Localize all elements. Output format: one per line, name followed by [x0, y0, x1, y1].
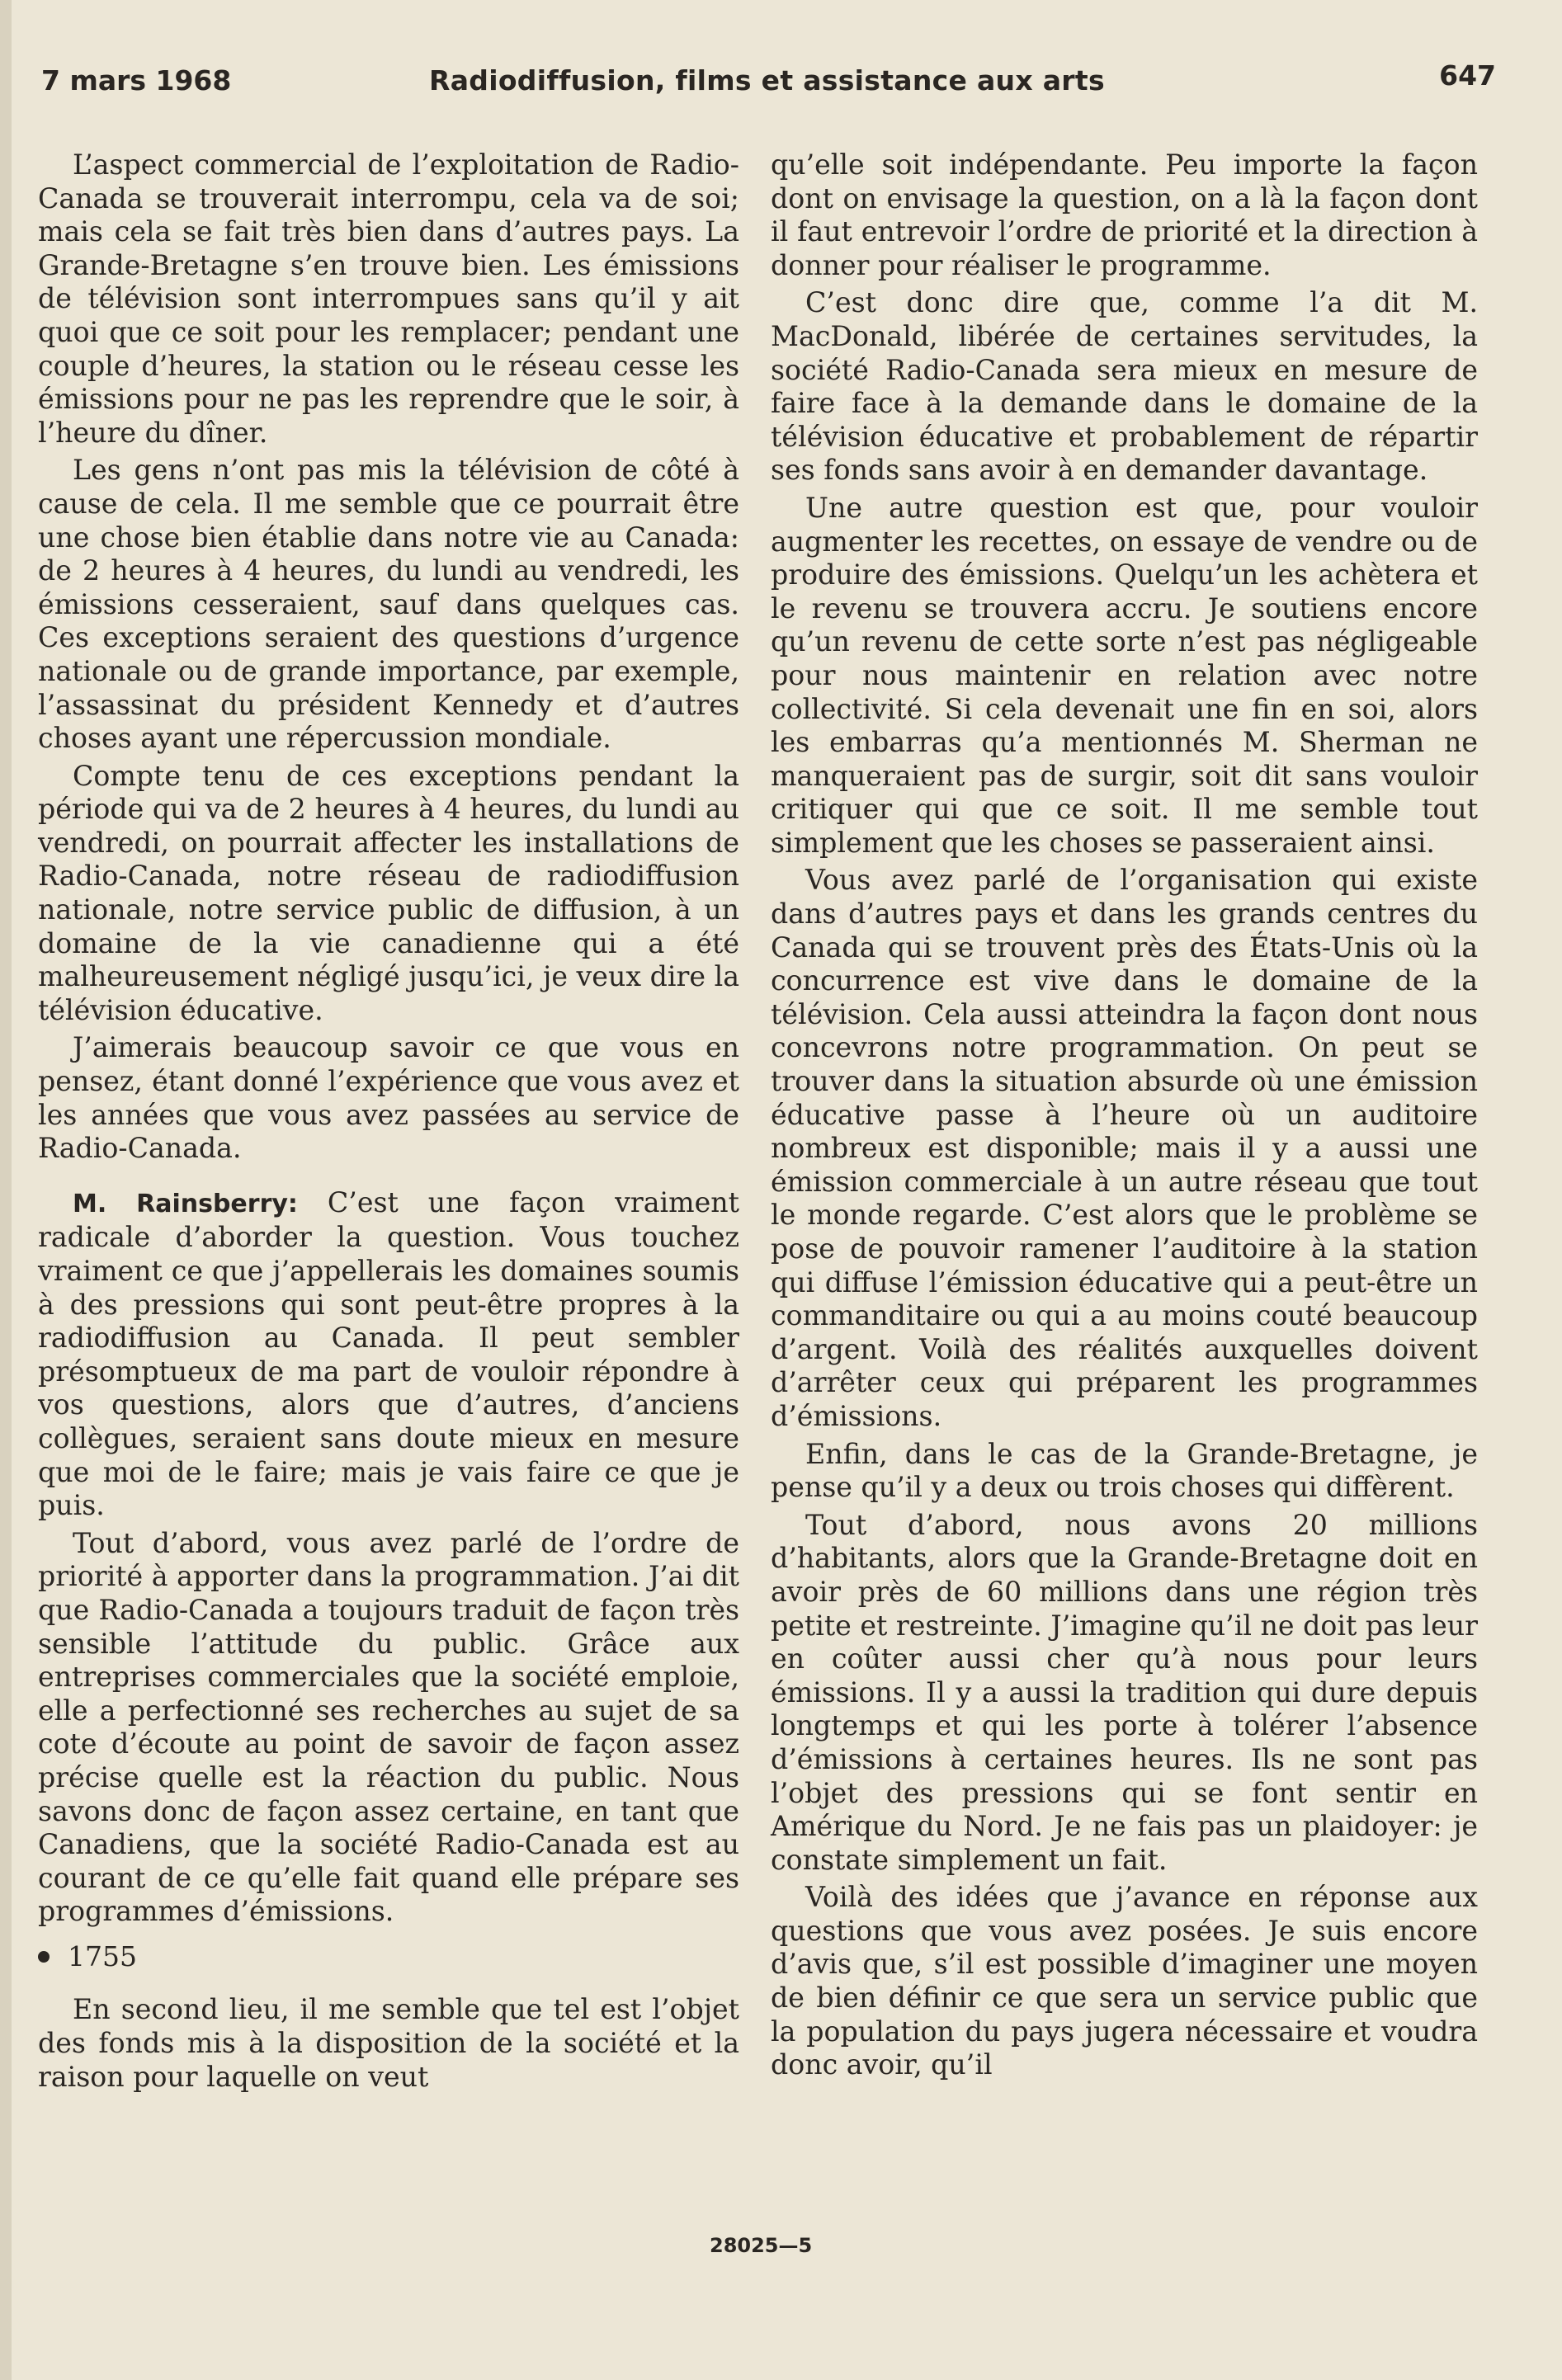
left-column	[38, 148, 739, 2098]
paragraph-continued: qu’elle soit indépendante. Peu importe la façon dont on envisage la question, on a là la façon dont il faut entrevoir l’ordre de priorité et la direction à donner pour réaliser le programme.	[771, 148, 1478, 281]
paragraph: Les gens n’ont pas mis la télévision de côté à cause de cela. Il me semble que ce pourrait être une chose bien établie dans notre vie au Canada: de 2 heures à 4 heures, du lundi au vendredi, les émissions cesseraient, sauf dans quelques cas. Ces exceptions seraient des questions d’urgence nationale ou de grande importance, par exemple, l’assassinat du président Kennedy et d’autres choses ayant une répercussion mondiale.	[38, 454, 739, 755]
header-title: Radiodiffusion, films et assistance aux arts	[429, 64, 1105, 97]
time-marker	[38, 1940, 739, 1974]
bullet-icon	[38, 1951, 50, 1963]
page-number: 647	[1439, 59, 1496, 92]
speaker-name: M. Rainsberry:	[73, 1189, 298, 1218]
right-column	[771, 148, 1478, 2086]
time-marker-label: 1755	[68, 1939, 137, 1972]
paragraph: Tout d’abord, vous avez parlé de l’ordre de priorité à apporter dans la programmation. J’ai dit que Radio-Canada a toujours traduit de façon très sensible l’attitude du public. Grâce aux entreprises commerciales que la société emploie, elle a perfectionné ses recherches au sujet de sa cote d’écoute au point de savoir de façon assez précise quelle est la réaction du public. Nous savons donc de façon assez certaine, en tant que Canadiens, que la société Radio-Canada est au courant de ce qu’elle fait quand elle prépare ses programmes d’émissions.	[38, 1526, 739, 1928]
paragraph: Une autre question est que, pour vouloir augmenter les recettes, on essaye de vendre ou de produire des émissions. Quelqu’un les achètera et le revenu se trouvera accru. Je soutiens encore qu’un revenu de cette sorte n’est pas négligeable pour nous maintenir en relation avec notre collectivité. Si cela devenait une fin en soi, alors les embarras qu’a mentionnés M. Sherman ne manqueraient pas de surgir, soit dit sans vouloir critiquer qui que ce soit. Il me semble tout simplement que les choses se passeraient ainsi.	[771, 491, 1478, 859]
paragraph: J’aimerais beaucoup savoir ce que vous en pensez, étant donné l’expérience que vous avez et les années que vous avez passées au service de Radio-Canada.	[38, 1031, 739, 1165]
speaker-paragraph	[38, 1186, 739, 1523]
paragraph: Enfin, dans le cas de la Grande-Bretagne, je pense qu’il y a deux ou trois choses qui diffèrent.	[771, 1437, 1478, 1504]
speaker-text: C’est une façon vraiment radicale d’aborder la question. Vous touchez vraiment ce que j’appellerais les domaines soumis à des pressions qui sont peut-être propres à la radiodiffusion au Canada. Il peut sembler présomptueux de ma part de vouloir répondre à vos questions, alors que d’autres, d’anciens collègues, seraient sans doute mieux en mesure que moi de le faire; mais je vais faire ce que je puis.	[38, 1185, 739, 1522]
paragraph: Voilà des idées que j’avance en réponse aux questions que vous avez posées. Je suis encore d’avis que, s’il est possible d’imaginer une moyen de bien définir ce que sera un service public que la population du pays jugera nécessaire et voudra donc avoir, qu’il	[771, 1881, 1478, 2081]
paragraph: En second lieu, il me semble que tel est l’objet des fonds mis à la disposition de la société et la raison pour laquelle on veut	[38, 1993, 739, 2093]
running-header	[41, 59, 1521, 106]
footer-code: 28025—5	[710, 2234, 813, 2257]
paragraph: Tout d’abord, nous avons 20 millions d’habitants, alors que la Grande-Bretagne doit en avoir près de 60 millions dans une région très petite et restreinte. J’imagine qu’il ne doit pas leur en coûter aussi cher qu’à nous pour leurs émissions. Il y a aussi la tradition qui dure depuis longtemps et qui les porte à tolérer l’absence d’émissions à certaines heures. Ils ne sont pas l’objet des pressions qui se font sentir en Amérique du Nord. Je ne fais pas un plaidoyer: je constate simplement un fait.	[771, 1508, 1478, 1876]
paragraph: L’aspect commercial de l’exploitation de Radio-Canada se trouverait interrompu, cela va de soi; mais cela se fait très bien dans d’autres pays. La Grande-Bretagne s’en trouve bien. Les émissions de télévision sont interrompues sans qu’il y ait quoi que ce soit pour les remplacer; pendant une couple d’heures, la station ou le réseau cesse les émissions pour ne pas les reprendre que le soir, à l’heure du dîner.	[38, 148, 739, 449]
paragraph: Vous avez parlé de l’organisation qui existe dans d’autres pays et dans les grands centres du Canada qui se trouvent près des États-Unis où la concurrence est vive dans le domaine de la télévision. Cela aussi atteindra la façon dont nous concevrons notre programmation. On peut se trouver dans la situation absurde où une émission éducative passe à l’heure où un auditoire nombreux est disponible; mais il y a aussi une émission commerciale à un autre réseau que tout le monde regarde. C’est alors que le problème se pose de pouvoir ramener l’auditoire à la station qui diffuse l’émission éducative qui a peut-être un commanditaire ou qui a au moins couté beaucoup d’argent. Voilà des réalités auxquelles doivent d’arrêter ceux qui préparent les programmes d’émissions.	[771, 864, 1478, 1432]
paragraph: Compte tenu de ces exceptions pendant la période qui va de 2 heures à 4 heures, du lundi au vendredi, on pourrait affecter les installations de Radio-Canada, notre réseau de radiodiffusion nationale, notre service public de diffusion, à un domaine de la vie canadienne qui a été malheureusement négligé jusqu’ici, je veux dire la télévision éducative.	[38, 759, 739, 1026]
spacer	[38, 1170, 739, 1186]
page-edge	[0, 0, 12, 2380]
header-date: 7 mars 1968	[41, 64, 232, 97]
paragraph: C’est donc dire que, comme l’a dit M. MacDonald, libérée de certaines servitudes, la société Radio-Canada sera mieux en mesure de faire face à la demande dans le domaine de la télévision éducative et probablement de répartir ses fonds sans avoir à en demander davantage.	[771, 286, 1478, 487]
